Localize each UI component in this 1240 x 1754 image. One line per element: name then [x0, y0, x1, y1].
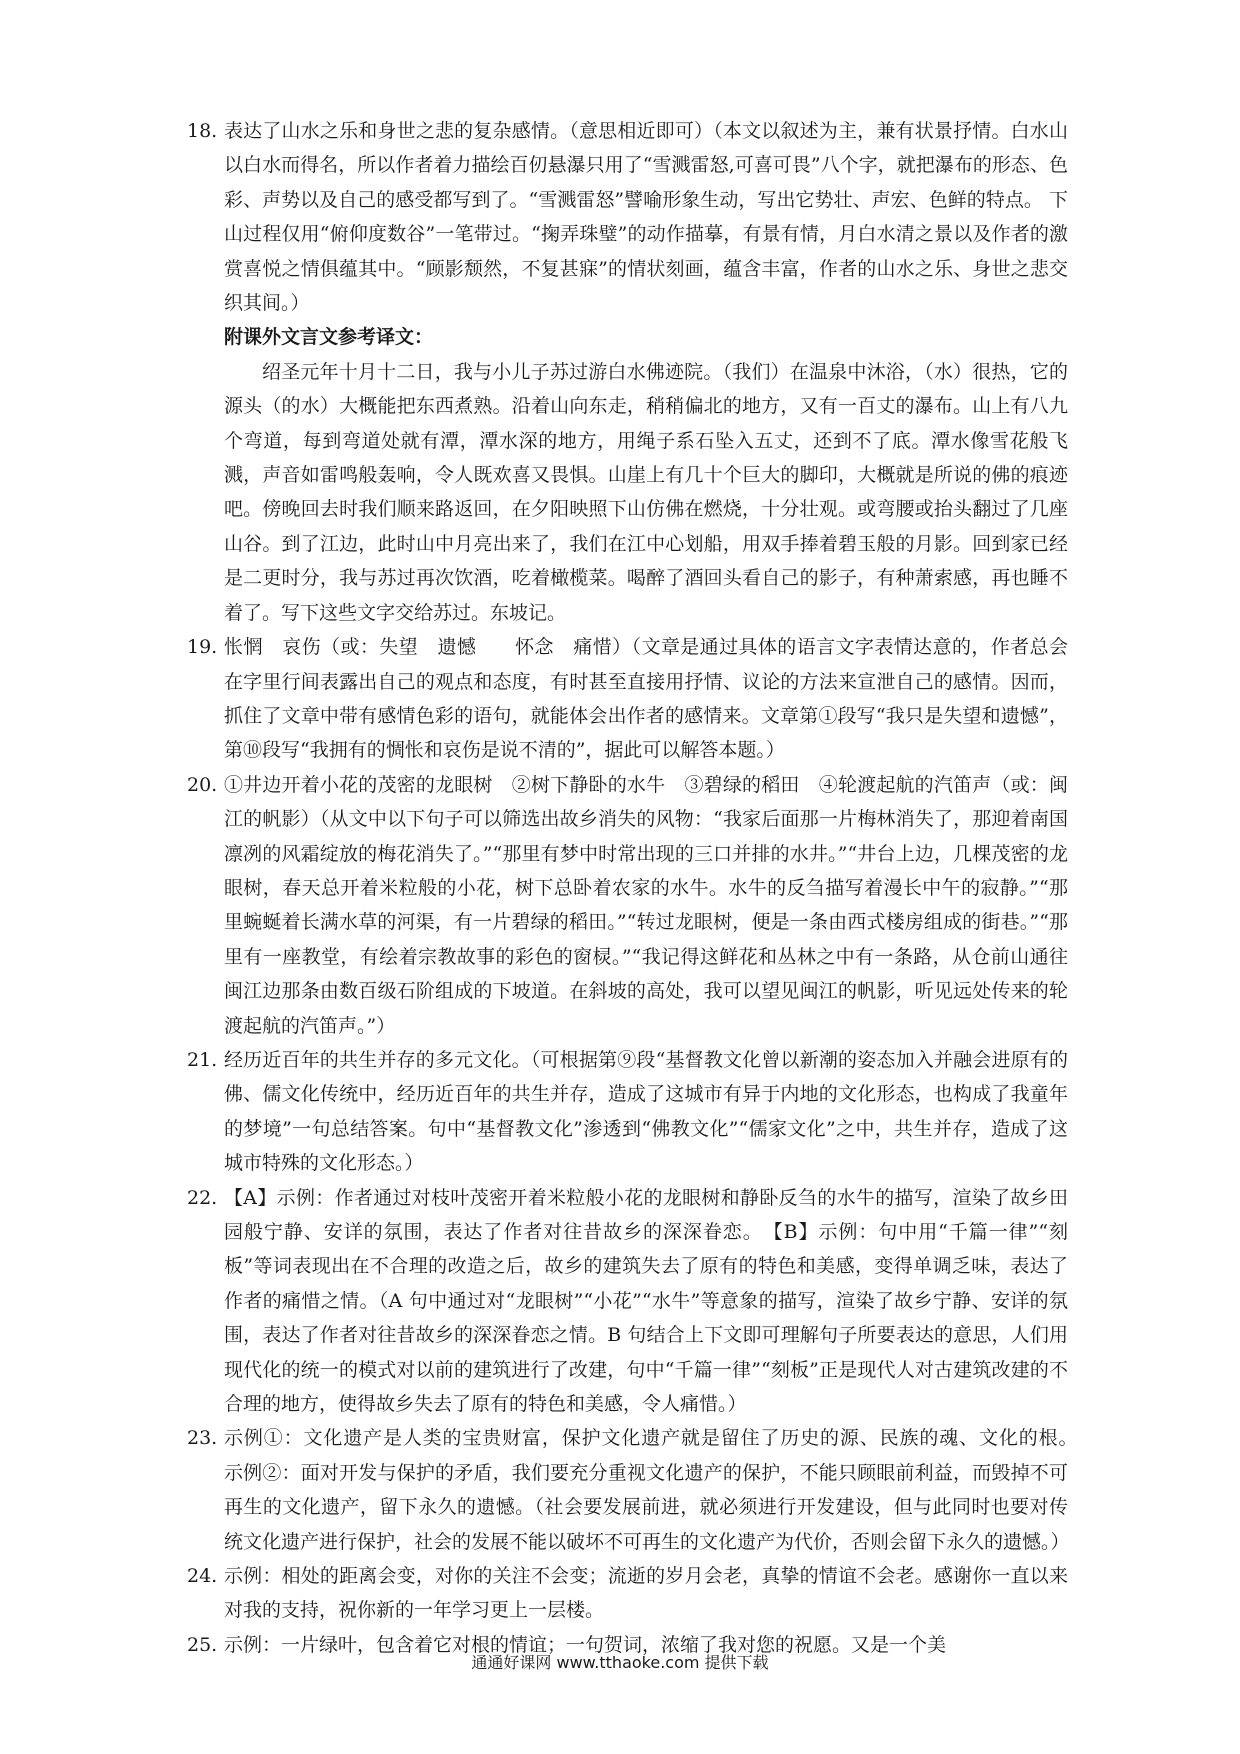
answer-number: 23.	[187, 1427, 218, 1450]
answer-number: 20.	[187, 773, 218, 796]
answer-number: 24.	[187, 1565, 218, 1588]
answer-19	[188, 630, 1068, 768]
answer-20	[188, 768, 1068, 1043]
answer-18	[188, 114, 1068, 320]
answer-text: ①井边开着小花的茂密的龙眼树 ②树下静卧的水牛 ③碧绿的稻田 ④轮渡起航的汽笛声（或：闽江的帆影）（从文中以下句子可以筛选出故乡消失的风物：“我家后面那一片梅林消失了，那迎着南国凛冽的风霜绽放的梅花消失了。”“那里有梦中时常出现的三口并排的水井。”“井台上边，几棵茂密的龙眼树，春天总开着米粒般的小花，树下总卧着农家的水牛。水牛的反刍描写着漫长中午的寂静。”“那里蜿蜒着长满水草的河渠，有一片碧绿的稻田。”“转过龙眼树，便是一条由西式楼房组成的街巷。”“那里有一座教堂，有绘着宗教故事的彩色的窗棂。”“我记得这鲜花和丛林之中有一条路，从仓前山通往闽江边那条由数百级石阶组成的下坡道。在斜坡的高处，我可以望见闽江的帆影，听见远处传来的轮渡起航的汽笛声。”）	[224, 773, 1068, 1037]
answer-number: 21.	[187, 1048, 218, 1071]
answer-text: 经历近百年的共生并存的多元文化。（可根据第⑨段“基督教文化曾以新潮的姿态加入并融会进原有的佛、儒文化传统中，经历近百年的共生并存，造成了这城市有异于内地的文化形态，也构成了我童年的梦境”一句总结答案。句中“基督教文化”渗透到“佛教文化”“儒家文化”之中，共生并存，造成了这城市特殊的文化形态。）	[224, 1048, 1068, 1175]
translation-text: 绍圣元年十月十二日，我与小儿子苏过游白水佛迹院。（我们）在温泉中沐浴，（水）很热，它的源头（的水）大概能把东西煮熟。沿着山向东走，稍稍偏北的地方，又有一百丈的瀑布。山上有八九个弯道，每到弯道处就有潭，潭水深的地方，用绳子系石坠入五丈，还到不了底。潭水像雪花般飞溅，声音如雷鸣般轰响，令人既欢喜又畏惧。山崖上有几十个巨大的脚印，大概就是所说的佛的痕迹吧。傍晚回去时我们顺来路返回，在夕阳映照下山仿佛在燃烧，十分壮观。或弯腰或抬头翻过了几座山谷。到了江边，此时山中月亮出来了，我们在江中心划船，用双手捧着碧玉般的月影。回到家已经是二更时分，我与苏过再次饮酒，吃着橄榄菜。喝醉了酒回头看自己的影子，有种萧索感，再也睡不着了。写下这些文字交给苏过。东坡记。	[224, 360, 1068, 624]
answer-number: 19.	[187, 636, 218, 659]
answer-number: 25.	[187, 1633, 218, 1656]
answer-24	[188, 1559, 1068, 1628]
answer-page	[187, 114, 1088, 1662]
answer-text: 怅惘 哀伤（或：失望 遗憾 怀念 痛惜）（文章是通过具体的语言文字表情达意的，作者总会在字里行间表露出自己的观点和态度，有时甚至直接用抒情、议论的方法来宣泄自己的感情。因而，抓住了文章中带有感情色彩的语句，就能体会出作者的感情来。文章第①段写“我只是失望和遗憾”，第⑩段写“我拥有的惆怅和哀伤是说不清的”，据此可以解答本题。）	[224, 636, 1068, 762]
answer-23	[187, 1421, 1088, 1559]
answer-text: 表达了山水之乐和身世之悲的复杂感情。（意思相近即可）（本文以叙述为主，兼有状景抒情。白水山以白水而得名，所以作者着力描绘百仞悬瀑只用了“雪溅雷怒,可喜可畏”八个字，就把瀑布的形态、色彩、声势以及自己的感受都写到了。“雪溅雷怒”譬喻形象生动，写出它势壮、声宏、色鲜的特点。 下山过程仅用“俯仰度数谷”一笔带过。“掬弄珠璧”的动作描摹，有景有情，月白水清之景以及作者的激赏喜悦之情俱蕴其中。“顾影颓然，不复甚寐”的情状刻画，蕴含丰富，作者的山水之乐、身世之悲交织其间。）	[224, 120, 1068, 315]
answer-text: 示例①：文化遗产是人类的宝贵财富，保护文化遗产就是留住了历史的源、民族的魂、文化的根。 示例②：面对开发与保护的矛盾，我们要充分重视文化遗产的保护，不能只顾眼前利益，而毁掉不可再生的文化遗产，留下永久的遗憾。（社会要发展前进，就必须进行开发建设，但与此同时也要对传统文化遗产进行保护，社会的发展不能以破坏不可再生的文化遗产为代价，否则会留下永久的遗憾。）	[224, 1427, 1088, 1553]
answer-text: 示例：一片绿叶，包含着它对根的情谊；一句贺词，浓缩了我对您的祝愿。又是一个美	[224, 1633, 947, 1656]
answer-21	[188, 1043, 1068, 1181]
answer-number: 18.	[187, 120, 218, 142]
answer-text: 【A】示例：作者通过对枝叶茂密开着米粒般小花的龙眼树和静卧反刍的水牛的描写，渲染了故乡田园般宁静、安详的氛围，表达了作者对往昔故乡的深深眷恋。 【B】示例：句中用“千篇一律”“刻板”等词表现出在不合理的改造之后，故乡的建筑失去了原有的特色和美感，变得单调乏味，表达了作者的痛惜之情。（A 句中通过对“龙眼树”“小花”“水牛”等意象的描写，渲染了故乡宁静、安详的氛围，表达了作者对往昔故乡的深深眷恋之情。B 句结合上下文即可理解句子所要表达的意思，人们用现代化的统一的模式对以前的建筑进行了改建，句中“千篇一律”“刻板”正是现代人对古建筑改建的不合理的地方，使得故乡失去了原有的特色和美感，令人痛惜。）	[224, 1186, 1068, 1416]
answer-number: 22.	[187, 1186, 218, 1209]
answer-22	[188, 1181, 1068, 1422]
page-footer: 通通好课网 www.tthaoke.com 提供下载	[471, 1653, 769, 1672]
translation-heading: 附课外文言文参考译文：	[224, 326, 434, 349]
answer-text: 示例：相处的距离会变，对你的关注不会变；流逝的岁月会老，真挚的情谊不会老。感谢你一直以来对我的支持，祝你新的一年学习更上一层楼。	[224, 1565, 1068, 1622]
